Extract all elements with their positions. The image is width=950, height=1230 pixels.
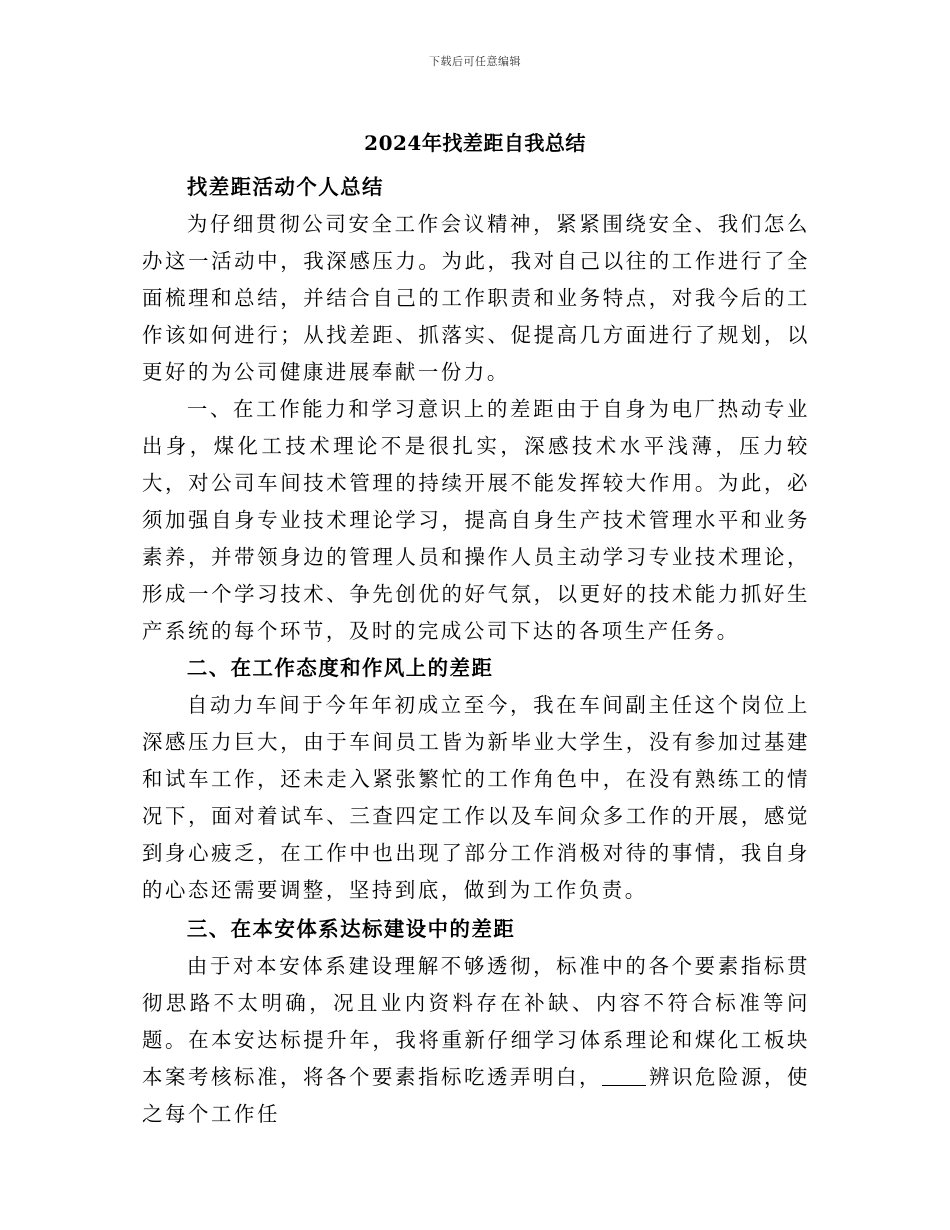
fill-in-blank [602, 1065, 646, 1086]
paragraph: 为仔细贯彻公司安全工作会议精神，紧紧围绕安全、我们怎么办这一活动中，我深感压力。为此，我对自己以往的工作进行了全面梳理和总结，并结合自己的工作职责和业务特点，对我今后的工作该如何进行；从找差距、抓落实、促提高几方面进行了规划，以更好的为公司健康进展奉献一份力。 [142, 212, 810, 384]
paragraph-text-after-blank: 辨识危险源，使之每个工作任 [142, 1065, 810, 1126]
document-body [142, 168, 810, 1133]
section-heading: 三、在本安体系达标建设中的差距 [186, 917, 516, 941]
section-heading: 二、在工作态度和作风上的差距 [186, 656, 494, 680]
section-heading: 找差距活动个人总结 [186, 175, 384, 199]
paragraph-text-before-blank: 由于对本安体系建设理解不够透彻，标准中的各个要素指标贯彻思路不太明确，况且业内资料存在补缺、内容不符合标准等问题。在本安达标提升年，我将重新仔细学习体系理论和煤化工板块本案考核标准，将各个要素指标吃透弄明白， [142, 954, 810, 1089]
header-note: 下载后可任意编辑 [429, 55, 521, 68]
paragraph: 一、在工作能力和学习意识上的差距由于自身为电厂热动专业出身，煤化工技术理论不是很扎实，深感技术水平浅薄，压力较大，对公司车间技术管理的持续开展不能发挥较大作用。为此，必须加强自身专业技术理论学习，提高自身生产技术管理水平和业务素养，并带领身边的管理人员和操作人员主动学习专业技术理论，形成一个学习技术、争先创优的好气氛，以更好的技术能力抓好生产系统的每个环节，及时的完成公司下达的各项生产任务。 [142, 397, 810, 643]
paragraph: 自动力车间于今年年初成立至今，我在车间副主任这个岗位上深感压力巨大，由于车间员工皆为新毕业大学生，没有参加过基建和试车工作，还未走入紧张繁忙的工作角色中，在没有熟练工的情况下，面对着试车、三查四定工作以及车间众多工作的开展，感觉到身心疲乏，在工作中也出现了部分工作消极对待的事情，我自身的心态还需要调整，坚持到底，做到为工作负责。 [142, 693, 810, 902]
paragraph [142, 948, 810, 1133]
document-title: 2024年找差距自我总结 [364, 131, 586, 155]
